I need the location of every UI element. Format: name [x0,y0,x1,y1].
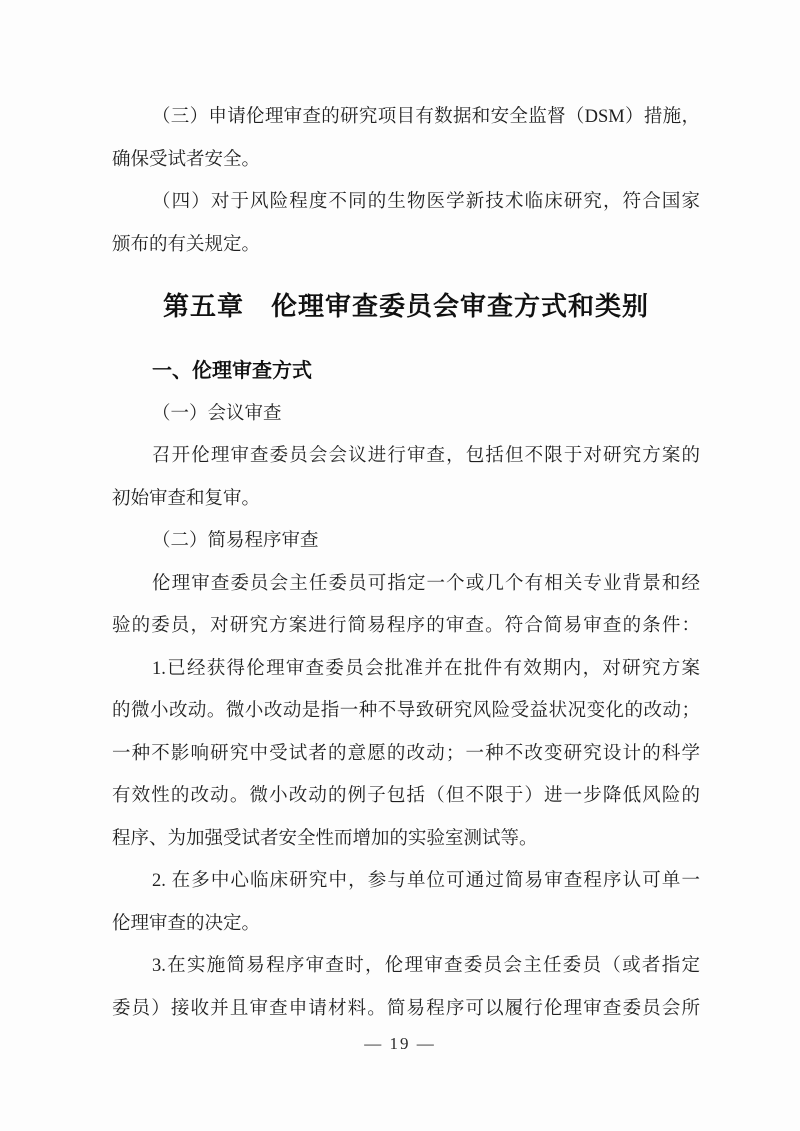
subsection-1-heading: （一）会议审查 [152,403,282,424]
page-number: — 19 — [364,1034,436,1053]
item-3-line-2: 确保受试者安全。 [112,149,261,170]
item-4-line-1: （四）对于风险程度不同的生物医学新技术临床研究，符合国家 [152,192,700,212]
condition-1-line-5: 程序、为加强受试者安全性而增加的实验室测试等。 [112,828,538,849]
subsection-2-heading: （二）简易程序审查 [152,531,319,551]
page-body [112,96,700,1030]
simplified-intro-line-1: 伦理审查委员会主任委员可指定一个或几个有相关专业背景和经 [152,573,700,594]
condition-2-line-2: 伦理审查的决定。 [112,913,261,934]
section-heading: 一、伦理审查方式 [152,360,312,382]
condition-1-line-2: 的微小改动。微小改动是指一种不导致研究风险受益状况变化的改动； [112,701,700,721]
item-3-line-1: （三）申请伦理审查的研究项目有数据和安全监督（DSM）措施， [152,107,700,127]
meeting-review-para-line-1: 召开伦理审查委员会会议进行审查，包括但不限于对研究方案的 [152,446,700,466]
condition-3-line-2: 委员）接收并且审查申请材料。简易程序可以履行伦理审查委员会所 [112,998,700,1019]
condition-3-line-1: 3.在实施简易程序审查时，伦理审查委员会主任委员（或者指定 [152,956,700,976]
meeting-review-para-line-2: 初始审查和复审。 [112,488,261,509]
simplified-intro-line-2: 验的委员，对研究方案进行简易程序的审查。符合简易审查的条件： [112,616,700,636]
condition-2-line-1: 2. 在多中心临床研究中，参与单位可通过简易审查程序认可单一 [152,871,700,891]
chapter-title: 第五章 伦理审查委员会审查方式和类别 [162,291,649,321]
item-4-line-2: 颁布的有关规定。 [112,234,261,255]
condition-1-line-1: 1.已经获得伦理审查委员会批准并在批件有效期内，对研究方案 [152,658,700,679]
condition-1-line-3: 一种不影响研究中受试者的意愿的改动；一种不改变研究设计的科学 [112,743,700,764]
condition-1-line-4: 有效性的改动。微小改动的例子包括（但不限于）进一步降低风险的 [112,786,700,806]
